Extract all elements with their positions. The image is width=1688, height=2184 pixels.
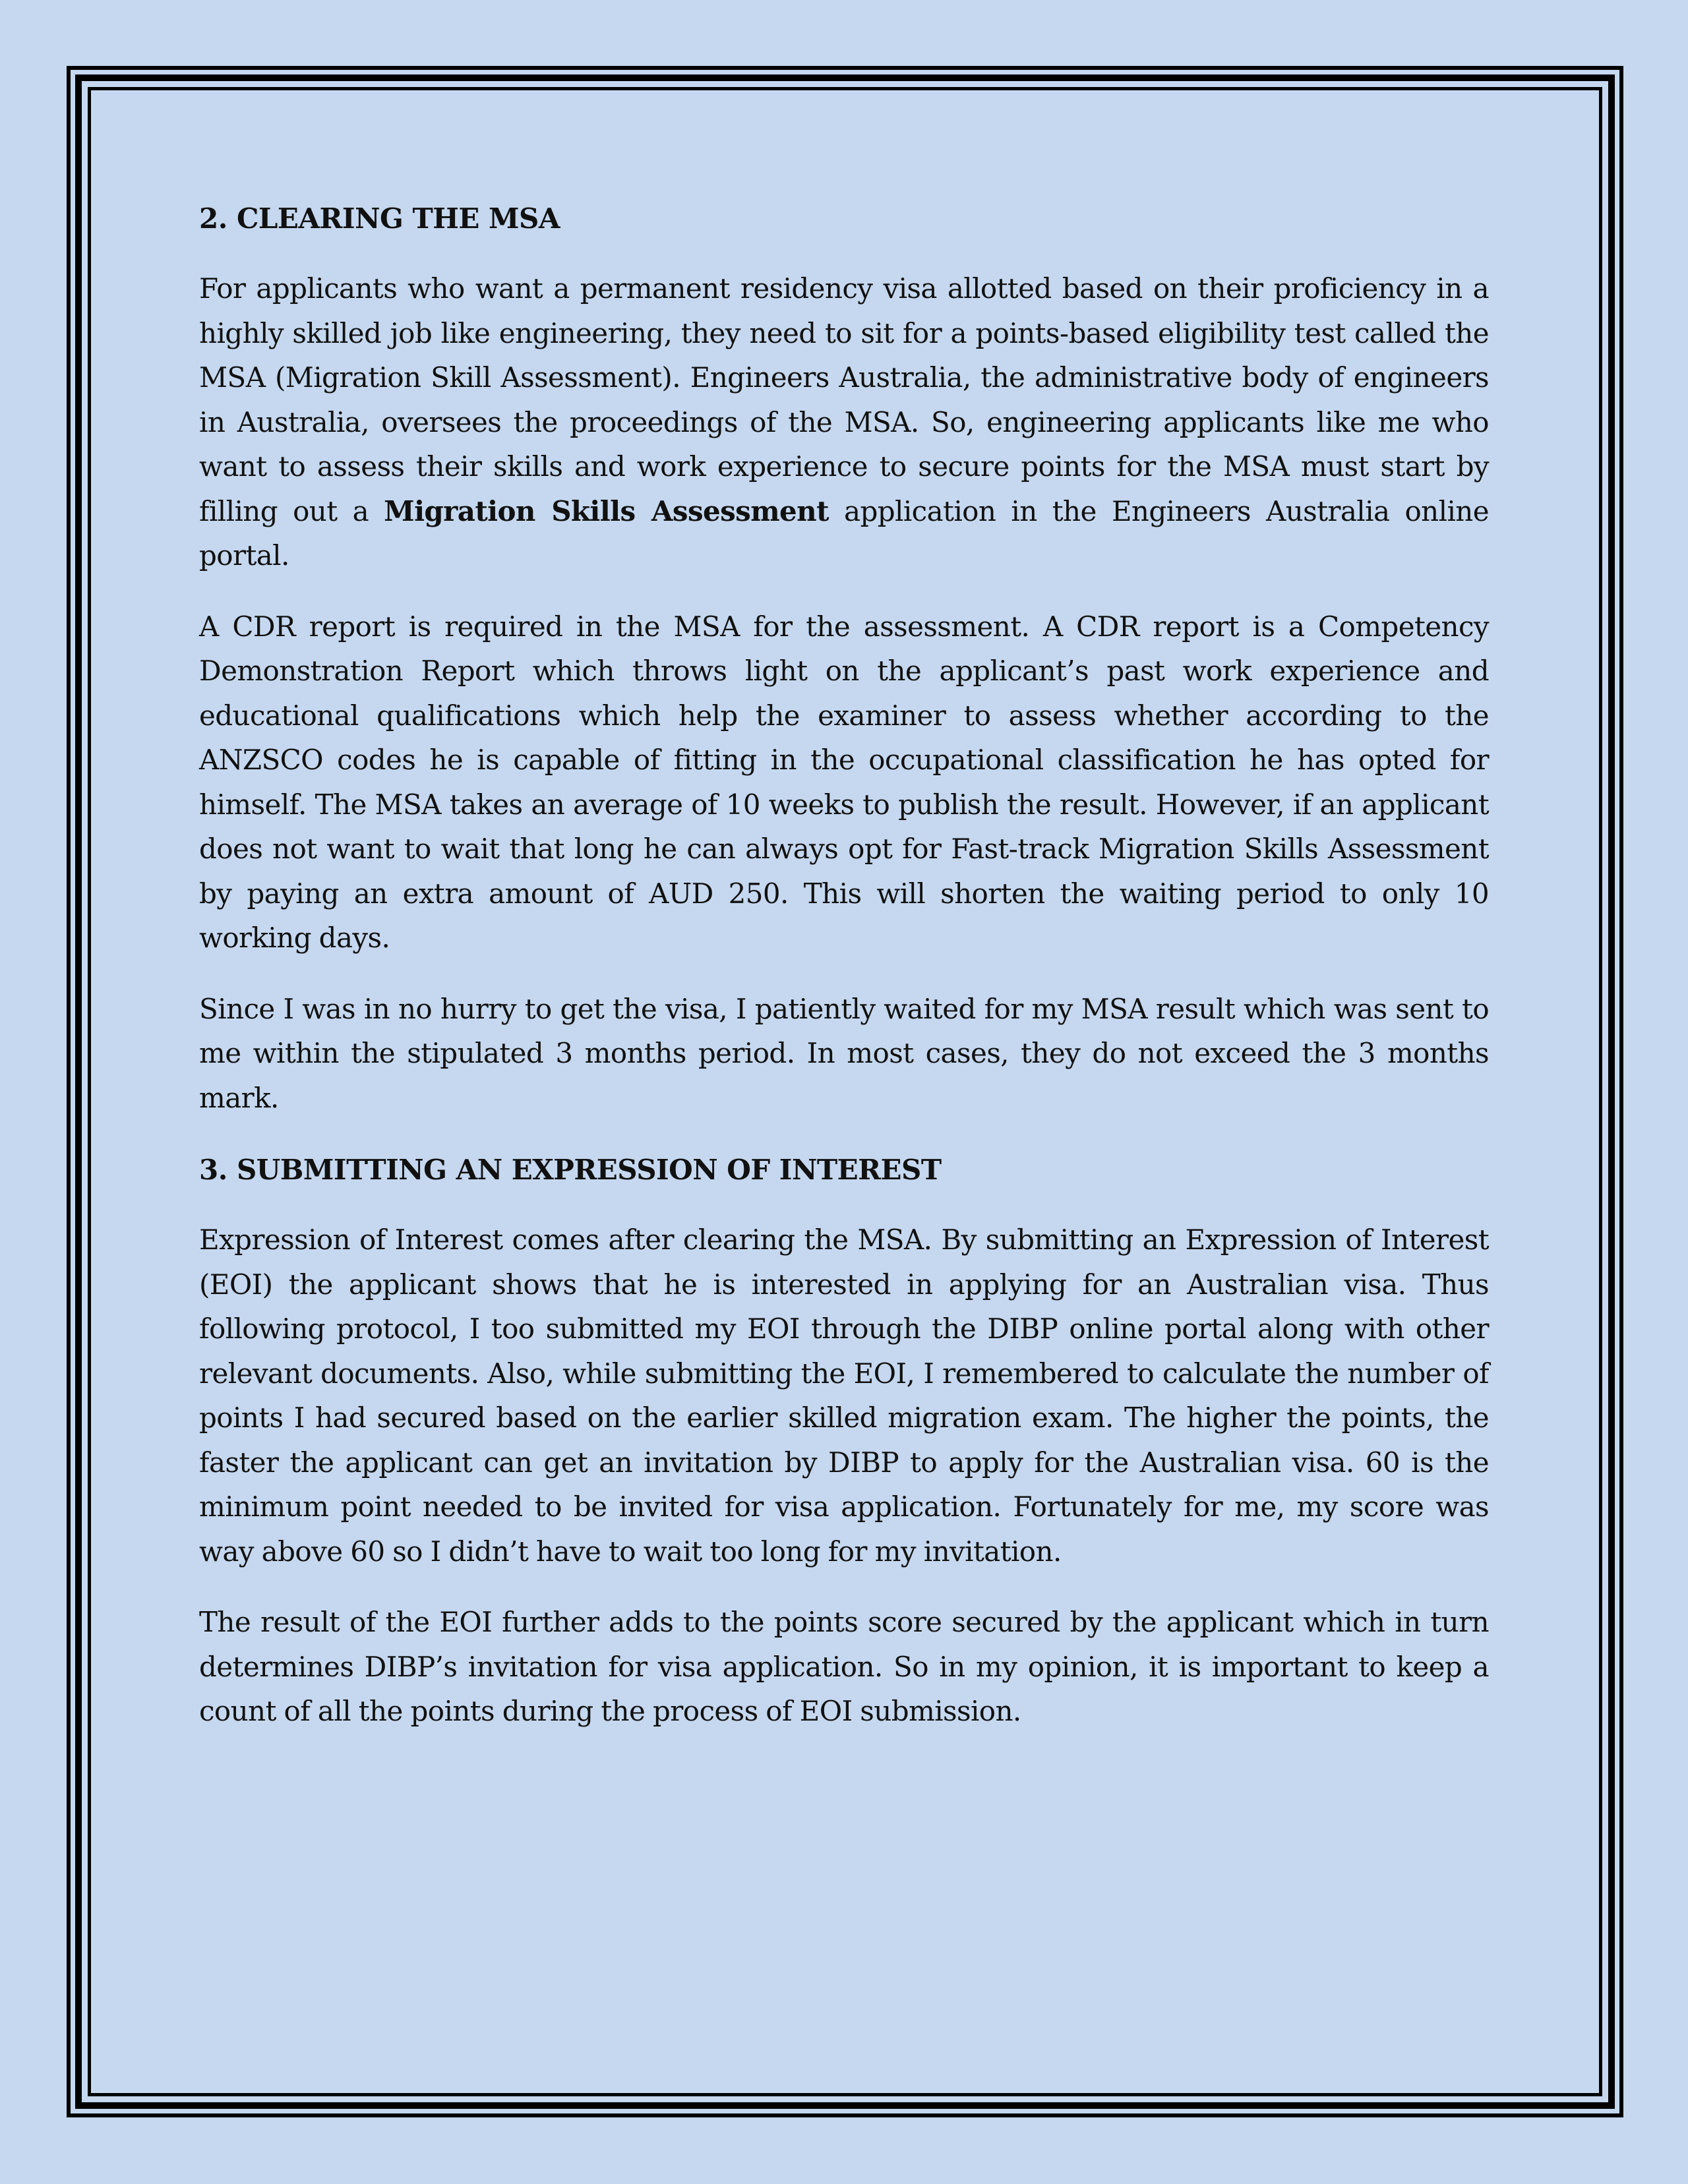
section-heading: 3. SUBMITTING AN EXPRESSION OF INTEREST — [199, 1154, 942, 1186]
paragraph: A CDR report is required in the MSA for the assessment. A CDR report is a Competency Demonstration Report which throws light on the applicant’s past work experience and educational qualifications which help the examiner to assess whether according to the ANZSCO codes he is capable of fitting in the occupational classification he has opted for himself. The MSA takes an average of 10 weeks to publish the result. However, if an applicant does not want to wait that long he can always opt for Fast-track Migration Skills Assessment by paying an extra amount of AUD 250. This will shorten the waiting period to only 10 working days. — [199, 610, 1489, 954]
paragraph: Since I was in no hurry to get the visa, I patiently waited for my MSA result which was sent to me within the stipulated 3 months period. In most cases, they do not exceed the 3 months mark. — [199, 992, 1489, 1114]
paragraph-text: application in the Engineers Australia online portal. — [199, 494, 1490, 572]
paragraph — [199, 266, 1489, 578]
bold-term: Migration Skills Assessment — [384, 494, 829, 527]
section-clearing-msa — [199, 195, 1489, 1120]
section-heading: 2. CLEARING THE MSA — [199, 202, 560, 235]
section-expression-of-interest — [199, 1146, 1489, 1734]
document-body — [199, 195, 1489, 1760]
paragraph-text: For applicants who want a permanent residency visa allotted based on their proficiency in a highly skilled job like engineering, they need to sit for a points-based eligibility test called the MSA (Migration Skill Assessment). Engineers Australia, the administrative body of engineers in Australia, oversees the proceedings of the MSA. So, engineering applicants like me who want to assess their skills and work experience to secure points for the MSA must start by filling out a — [199, 272, 1489, 527]
paragraph: The result of the EOI further adds to the points score secured by the applicant which in turn determines DIBP’s invitation for visa application. So in my opinion, it is important to keep a count of all the points during the process of EOI submission. — [199, 1606, 1489, 1727]
paragraph: Expression of Interest comes after clearing the MSA. By submitting an Expression of Interest (EOI) the applicant shows that he is interested in applying for an Australian visa. Thus following protocol, I too submitted my EOI through the DIBP online portal along with other relevant documents. Also, while submitting the EOI, I remembered to calculate the number of points I had secured based on the earlier skilled migration exam. The higher the points, the faster the applicant can get an invitation by DIBP to apply for the Australian visa. 60 is the minimum point needed to be invited for visa application. Fortunately for me, my score was way above 60 so I didn’t have to wait too long for my invitation. — [199, 1224, 1489, 1568]
